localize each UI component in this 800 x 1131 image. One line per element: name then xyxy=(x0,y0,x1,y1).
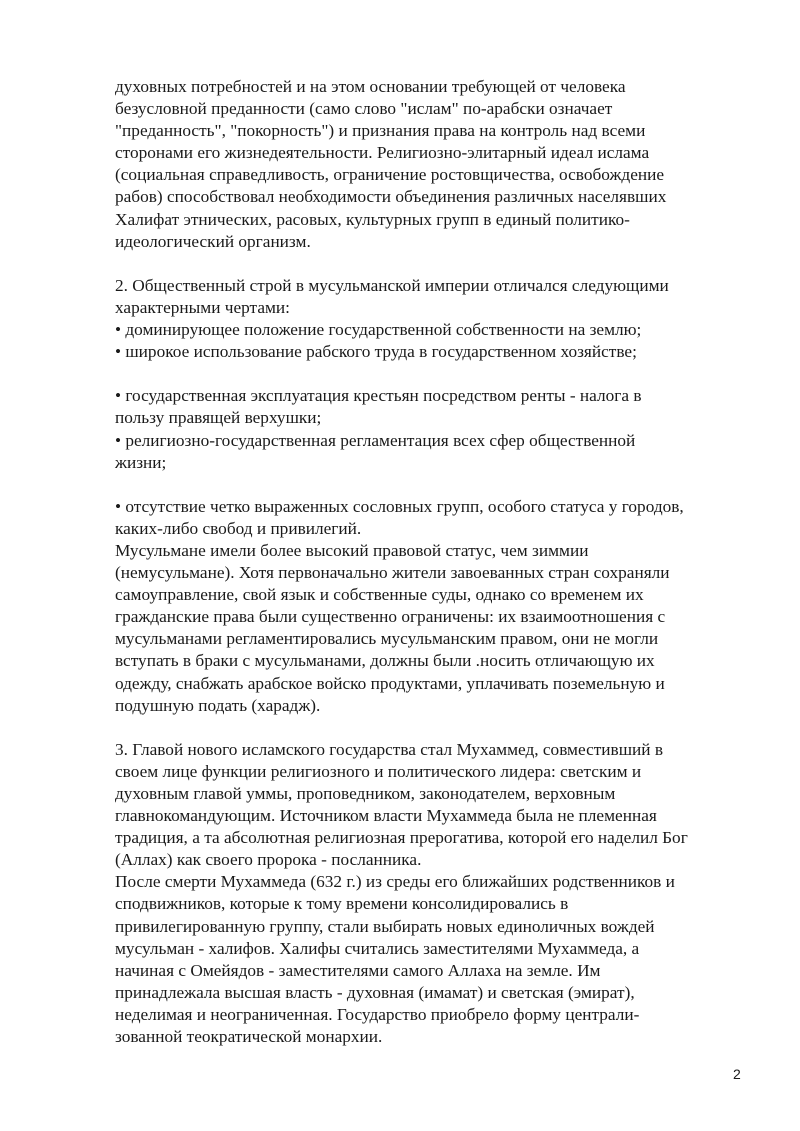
text-line: одежду, снабжать арабское войско продуктами, уплачивать поземельную и xyxy=(115,673,665,693)
text-line: безусловной преданности (само слово "ислам" по-арабски означает xyxy=(115,99,613,119)
text-line: сторонами его жизнедеятельности. Религиозно-элитарный идеал ислама xyxy=(115,143,650,163)
text-line: каких-либо свобод и привилегий. xyxy=(115,518,362,538)
text-line: (немусульмане). Хотя первоначально жители завоеванных стран сохраняли xyxy=(115,563,670,583)
paragraph-gap xyxy=(115,717,750,739)
text-line: мусульман - халифов. Халифы считались заместителями Мухаммеда, а xyxy=(115,938,640,958)
text-line: Халифат этнических, расовых, культурных групп в единый политико- xyxy=(115,209,630,229)
text-line: жизни; xyxy=(115,452,167,472)
text-line: самоуправление, свой язык и собственные суды, однако со временем их xyxy=(115,585,644,605)
paragraph-gap xyxy=(115,474,750,496)
text-line: своем лице функции религиозного и политического лидера: светским и xyxy=(115,761,642,781)
text-line: мусульманами регламентировались мусульманским правом, они не могли xyxy=(115,629,659,649)
text-line: вступать в браки с мусульманами, должны были .носить отличающую их xyxy=(115,651,655,671)
text-line: подушную подать (харадж). xyxy=(115,695,321,715)
text-line: (социальная справедливость, ограничение ростовщичества, освобождение xyxy=(115,165,665,185)
text-line: пользу правящей верхушки; xyxy=(115,408,322,428)
text-line: неделимая и неограниченная. Государство приобрело форму централи- xyxy=(115,1004,640,1024)
text-line: После смерти Мухаммеда (632 г.) из среды его ближайших родственников и xyxy=(115,872,675,892)
text-line: зованной теократической монархии. xyxy=(115,1027,383,1047)
text-line: 2. Общественный строй в мусульманской империи отличался следующими xyxy=(115,275,669,295)
text-line: "преданность", "покорность") и признания права на контроль над всеми xyxy=(115,121,646,141)
text-line: (Аллах) как своего пророка - посланника. xyxy=(115,850,422,870)
text-line: характерными чертами: xyxy=(115,297,290,317)
text-line: духовным главой уммы, проповедником, законодателем, верховным xyxy=(115,784,616,803)
bullet-line: • отсутствие четко выраженных сословных групп, особого статуса у городов, xyxy=(115,496,684,516)
text-line: принадлежала высшая власть - духовная (имамат) и светская (эмират), xyxy=(115,982,635,1002)
text-line: гражданские права были существенно ограничены: их взаимоотношения с xyxy=(115,607,666,627)
text-line: сподвижников, которые к тому времени консолидировались в xyxy=(115,894,569,914)
paragraph-gap xyxy=(115,253,750,275)
text-line: 3. Главой нового исламского государства стал Мухаммед, совместивший в xyxy=(115,739,664,759)
bullet-line: • религиозно-государственная регламентация всех сфер общественной xyxy=(115,430,636,450)
bullet-line: • доминирующее положение государственной собственности на землю; xyxy=(115,320,642,340)
document-body xyxy=(115,76,750,1048)
text-line: Мусульмане имели более высокий правовой статус, чем зиммии xyxy=(115,540,589,560)
text-line: начиная с Омейядов - заместителями самого Аллаха на земле. Им xyxy=(115,960,601,980)
text-line: рабов) способствовал необходимости объединения различных населявших xyxy=(115,187,667,207)
text-line: идеологический организм. xyxy=(115,231,311,251)
paragraph-gap xyxy=(115,363,750,385)
text-line: привилегированную группу, стали выбирать новых единоличных вождей xyxy=(115,916,655,936)
text-line: традиция, а та абсолютная религиозная прерогатива, которой его наделил Бог xyxy=(115,828,688,848)
text-line: главнокомандующим. Источником власти Мухаммеда была не племенная xyxy=(115,806,657,826)
text-line: духовных потребностей и на этом основании требующей от человека xyxy=(115,77,626,96)
bullet-line: • государственная эксплуатация крестьян посредством ренты - налога в xyxy=(115,386,642,406)
bullet-line: • широкое использование рабского труда в государственном хозяйстве; xyxy=(115,342,637,362)
page-number: 2 xyxy=(733,1066,741,1082)
